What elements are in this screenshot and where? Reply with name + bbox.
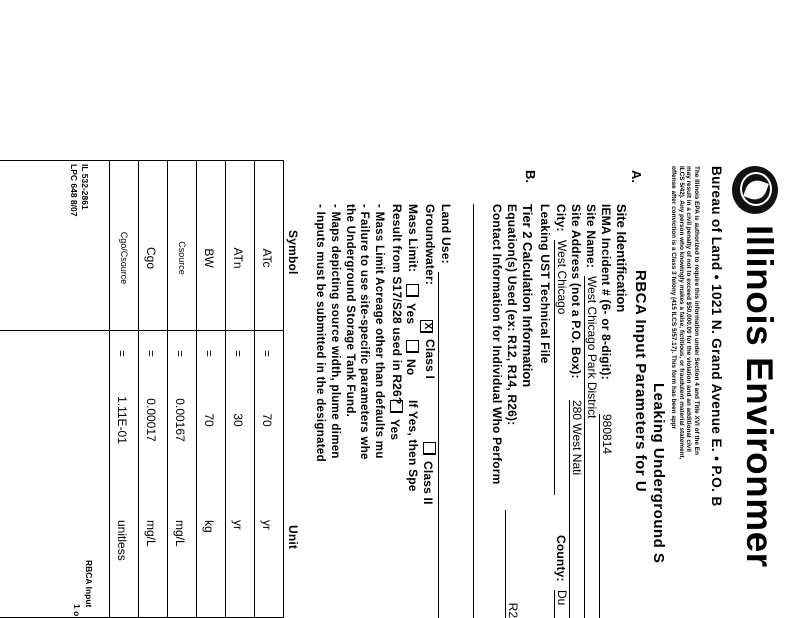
table-col-divider bbox=[0, 330, 284, 331]
row-value[interactable]: 0.00167 bbox=[173, 398, 187, 442]
row-value[interactable]: 1.11E-01 bbox=[115, 396, 129, 444]
contact-label: Contact Information for Individual Who Perform bbox=[490, 204, 504, 485]
class2-label: Class II bbox=[421, 461, 435, 505]
if-yes-text: If Yes, then Spe bbox=[406, 400, 420, 492]
row-unit: yr bbox=[231, 520, 245, 530]
row-symbol: Cgo bbox=[144, 246, 158, 270]
row-symbol: Csource bbox=[177, 241, 187, 275]
class2-checkbox[interactable] bbox=[423, 442, 436, 455]
class2-option[interactable] bbox=[421, 442, 437, 505]
row-divider bbox=[225, 160, 226, 618]
fine-print bbox=[670, 166, 700, 459]
land-use-label: Land Use: bbox=[439, 204, 453, 264]
section-b-letter: B. bbox=[523, 170, 538, 183]
incident-field[interactable]: 980814 bbox=[599, 414, 614, 618]
note-maps: - Maps depicting source width, plume dimen bbox=[329, 204, 341, 459]
county-label: County: bbox=[554, 535, 568, 582]
row-symbol: Cgo/Csource bbox=[119, 231, 129, 285]
fine-print-line: offense after conviction is a Class 3 felony (415 ILCS 5/57.17). This form has been appr bbox=[670, 166, 678, 430]
class1-label: Class I bbox=[423, 339, 437, 380]
section-b-heading: Tier 2 Calculation Information bbox=[520, 204, 535, 388]
city-label: City: bbox=[554, 204, 568, 232]
city-field[interactable]: West Chicago bbox=[554, 240, 569, 495]
agency-address: Bureau of Land • 1021 N. Grand Avenue E. • P.O. B bbox=[709, 166, 724, 507]
mass-limit-label: Mass Limit: bbox=[406, 204, 420, 273]
table-top-border bbox=[283, 160, 284, 618]
class1-checkbox[interactable]: X bbox=[420, 320, 433, 333]
row-equals: = bbox=[144, 350, 158, 358]
row-equals: = bbox=[260, 350, 274, 358]
fine-print-line: may result in a civil penalty of not to exceed $50,000.00 for the violation and an additional civil bbox=[685, 166, 693, 452]
technical-file-label: Leaking UST Technical File bbox=[538, 204, 552, 364]
mass-limit-no-checkbox[interactable] bbox=[406, 340, 419, 353]
row-value[interactable]: 0.00017 bbox=[144, 398, 158, 442]
unit-header: Unit bbox=[286, 525, 300, 550]
row-value[interactable]: 30 bbox=[231, 413, 245, 427]
mass-limit-yes-label: Yes bbox=[404, 303, 418, 325]
note-mass-limit: - Mass Limit Acreage other than defaults mu bbox=[373, 204, 385, 459]
row-equals: = bbox=[173, 350, 187, 358]
row-unit: mg/L bbox=[173, 520, 187, 547]
site-address-label: Site Address (not a P.O. Box): bbox=[569, 204, 583, 379]
illinois-epa-logo-icon bbox=[732, 166, 778, 214]
row-unit: mg/L bbox=[144, 520, 158, 547]
site-name-field[interactable]: West Chicago Park District bbox=[584, 276, 599, 618]
mass-limit-yes-checkbox[interactable] bbox=[406, 284, 419, 297]
note-inputs: - Inputs must be submitted in the designated bbox=[314, 204, 326, 462]
row-equals: = bbox=[115, 350, 129, 358]
row-divider bbox=[109, 160, 110, 618]
row-unit: unitless bbox=[115, 520, 129, 561]
note-ust-fund: the Underground Storage Tank Fund. bbox=[344, 204, 356, 418]
equations-label: Equation(s) Used (ex: R12, R14, R26): bbox=[505, 204, 519, 426]
row-divider bbox=[167, 160, 168, 618]
agency-title: Illinois Environmer bbox=[739, 225, 780, 568]
fine-print-line: ILCS 5/42). Any person who knowingly makes a false, fictitious, or fraudulent material statement, bbox=[678, 166, 685, 460]
class1-option[interactable] bbox=[421, 320, 437, 379]
row-value[interactable]: 70 bbox=[260, 413, 274, 427]
section-a-heading: Site Identification bbox=[614, 204, 629, 313]
equations-field[interactable]: R2 bbox=[505, 510, 520, 618]
fine-print-line: The Illinois EPA is authorized to require this information under Section 4 and Title XVI of the En bbox=[693, 166, 700, 455]
result-yes-option[interactable] bbox=[388, 400, 404, 440]
row-value[interactable]: 70 bbox=[202, 413, 216, 427]
mass-limit-no-option[interactable] bbox=[404, 340, 420, 375]
row-symbol: BW bbox=[202, 248, 216, 268]
row-equals: = bbox=[231, 350, 245, 358]
site-name-label: Site Name: bbox=[584, 204, 598, 269]
site-address-field[interactable]: 280 West Nati bbox=[569, 400, 584, 618]
incident-label: IEMA Incident # (6- or 8-digit): bbox=[599, 204, 613, 380]
row-equals: = bbox=[202, 350, 216, 358]
note-site-specific: - Failure to use site-specific parameters whe bbox=[358, 204, 370, 460]
row-unit: yr bbox=[260, 520, 274, 530]
result-yes-label: Yes bbox=[388, 419, 402, 441]
form-code: IL 532-2861 bbox=[80, 164, 90, 210]
row-divider bbox=[254, 160, 255, 618]
row-symbol: ATc bbox=[260, 248, 274, 268]
form-revision: LPC 648 8/07 bbox=[69, 164, 79, 217]
groundwater-label bbox=[423, 204, 437, 285]
result-label: Result from S17/S28 used in R26? bbox=[390, 204, 404, 405]
land-use-line[interactable] bbox=[438, 272, 439, 618]
form-title-line2: RBCA Input Parameters for U bbox=[632, 270, 649, 493]
contact-line[interactable] bbox=[473, 204, 474, 618]
symbol-header: Symbol bbox=[286, 230, 300, 275]
section-a-letter: A. bbox=[629, 170, 644, 183]
groundwater-label-text: Groundwater: bbox=[423, 204, 437, 286]
table-left-border bbox=[0, 160, 284, 161]
row-symbol: ATn bbox=[231, 247, 245, 269]
row-divider bbox=[196, 160, 197, 618]
form-title-line1: Leaking Underground S bbox=[650, 383, 667, 564]
row-divider bbox=[138, 160, 139, 618]
form-name-footer: RBCA Input bbox=[84, 560, 94, 608]
row-unit: kg bbox=[202, 520, 216, 533]
county-field[interactable]: Du bbox=[554, 590, 569, 618]
page-number: 1 o bbox=[72, 604, 82, 617]
result-yes-checkbox[interactable] bbox=[390, 400, 403, 413]
mass-limit-no-label: No bbox=[404, 359, 418, 376]
mass-limit-yes-option[interactable] bbox=[404, 284, 420, 324]
